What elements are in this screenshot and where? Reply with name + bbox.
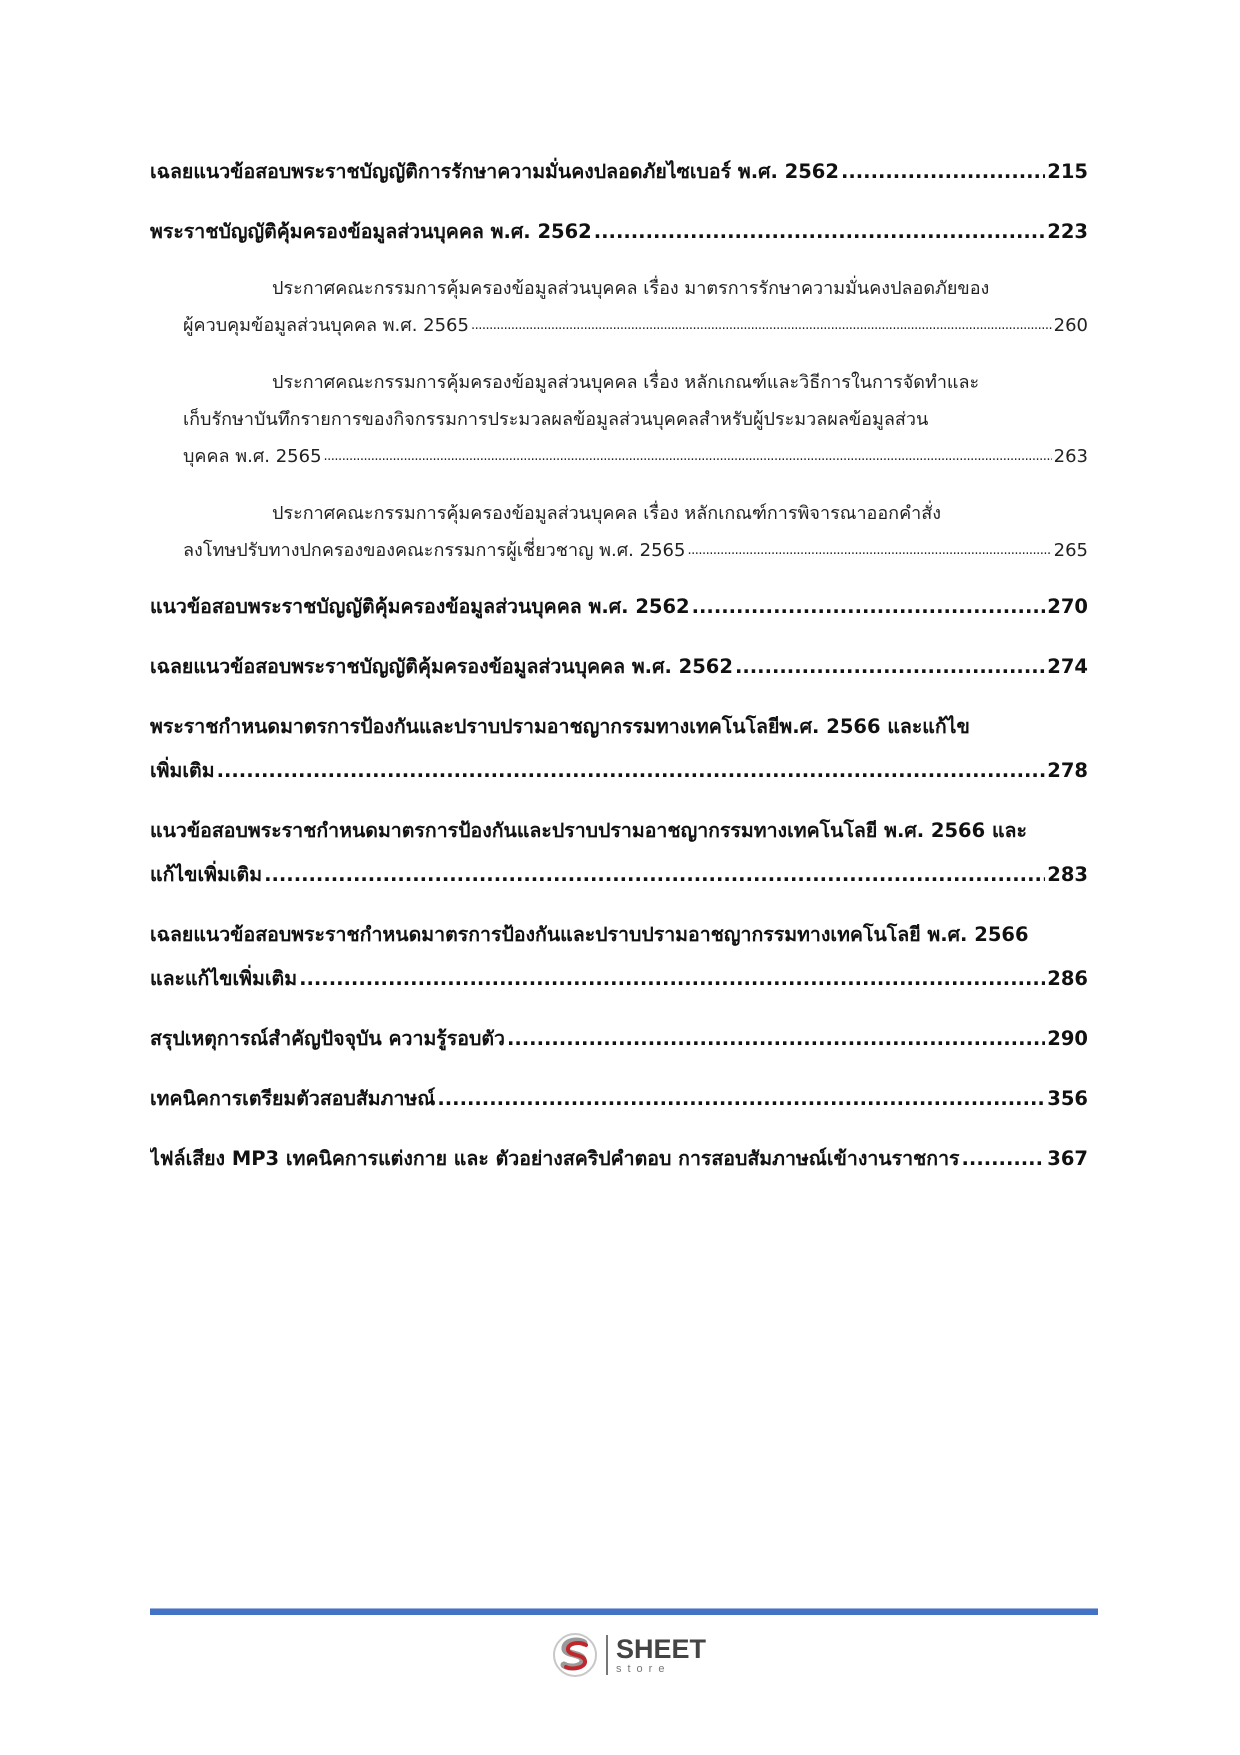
toc-entry-title: ประกาศคณะกรรมการคุ้มครองข้อมูลส่วนบุคคล เรื่อง มาตรการรักษาความมั่นคงปลอดภัยของ [272,278,990,299]
toc-page-number: 278 [1047,759,1088,782]
dot-leader [507,1017,1045,1061]
toc-entry-title-cont: บุคคล พ.ศ. 2565 [183,446,322,467]
toc-entry-title: พระราชกำหนดมาตรการป้องกันและปราบปรามอาชญากรรมทางเทคโนโลยีพ.ศ. 2566 และแก้ไข [150,715,970,738]
toc-entry-title-cont: และแก้ไขเพิ่มเติม [150,967,298,990]
toc-page-number: 367 [1047,1147,1088,1170]
table-of-contents [150,150,1088,1181]
toc-entry-title-cont: เก็บรักษาบันทึกรายการของกิจกรรมการประมวลผลข้อมูลส่วนบุคคลสำหรับผู้ประมวลผลข้อมูลส่วน [183,409,929,430]
footer-rule [150,1608,1098,1615]
toc-page-number: 265 [1053,540,1088,561]
dot-leader [841,150,1045,194]
logo-text [606,1635,706,1675]
dot-leader [437,1077,1045,1121]
toc-entry-title: เฉลยแนวข้อสอบพระราชบัญญัติคุ้มครองข้อมูลส่วนบุคคล พ.ศ. 2562 [150,655,733,678]
toc-subentry[interactable] [150,270,1088,344]
toc-entry[interactable] [150,1137,1088,1181]
dot-leader [735,645,1045,689]
toc-entry[interactable] [150,210,1088,254]
dot-leader [594,210,1046,254]
toc-entry-title: พระราชบัญญัติคุ้มครองข้อมูลส่วนบุคคล พ.ศ. 2562 [150,220,592,243]
toc-entry[interactable] [150,1077,1088,1121]
toc-entry[interactable] [150,705,1088,793]
toc-entry[interactable] [150,809,1088,897]
dot-leader [264,853,1045,897]
dot-leader [692,585,1046,629]
toc-entry-title: ไฟล์เสียง MP3 เทคนิคการแต่งกาย และ ตัวอย่างสคริปคำตอบ การสอบสัมภาษณ์เข้างานราชการ [150,1147,960,1170]
toc-page-number: 223 [1047,220,1088,243]
dot-leader [217,749,1046,793]
toc-entry-title: เฉลยแนวข้อสอบพระราชบัญญัติการรักษาความมั่นคงปลอดภัยไซเบอร์ พ.ศ. 2562 [150,160,839,183]
toc-entry-title: เฉลยแนวข้อสอบพระราชกำหนดมาตรการป้องกันและปราบปรามอาชญากรรมทางเทคโนโลยี พ.ศ. 2566 [150,923,1029,946]
toc-entry[interactable] [150,150,1088,194]
toc-entry-title: เทคนิคการเตรียมตัวสอบสัมภาษณ์ [150,1087,436,1110]
dot-leader [471,307,1052,344]
toc-entry-title-cont: เพิ่มเติม [150,759,215,782]
dot-leader [299,957,1045,1001]
toc-entry[interactable] [150,1017,1088,1061]
dot-leader [687,532,1051,569]
toc-entry-title: ประกาศคณะกรรมการคุ้มครองข้อมูลส่วนบุคคล เรื่อง หลักเกณฑ์และวิธีการในการจัดทำและ [272,372,980,393]
toc-entry[interactable] [150,645,1088,689]
toc-entry[interactable] [150,585,1088,629]
sheet-store-logo-icon [552,1632,598,1678]
toc-page-number: 270 [1047,595,1088,618]
toc-page-number: 260 [1053,315,1088,336]
toc-entry[interactable] [150,913,1088,1001]
toc-entry-title: แนวข้อสอบพระราชบัญญัติคุ้มครองข้อมูลส่วนบุคคล พ.ศ. 2562 [150,595,690,618]
dot-leader [962,1137,1046,1181]
toc-page-number: 286 [1047,967,1088,990]
toc-page-number: 274 [1047,655,1088,678]
toc-page-number: 356 [1047,1087,1088,1110]
toc-page-number: 215 [1047,160,1088,183]
sheet-store-logo [552,1630,706,1680]
toc-entry-title: สรุปเหตุการณ์สำคัญปัจจุบัน ความรู้รอบตัว [150,1027,505,1050]
logo-brand: SHEET [616,1634,707,1664]
toc-entry-title-cont: ผู้ควบคุมข้อมูลส่วนบุคคล พ.ศ. 2565 [183,315,469,336]
toc-subentry[interactable] [150,495,1088,569]
toc-page-number: 283 [1047,863,1088,886]
toc-subentry[interactable] [150,364,1088,475]
logo-brand-sub: store [616,1663,671,1675]
dot-leader [324,438,1052,475]
toc-entry-title: แนวข้อสอบพระราชกำหนดมาตรการป้องกันและปราบปรามอาชญากรรมทางเทคโนโลยี พ.ศ. 2566 และ [150,819,1027,842]
toc-page-number: 290 [1047,1027,1088,1050]
toc-entry-title-cont: แก้ไขเพิ่มเติม [150,863,263,886]
toc-entry-title: ประกาศคณะกรรมการคุ้มครองข้อมูลส่วนบุคคล เรื่อง หลักเกณฑ์การพิจารณาออกคำสั่ง [272,503,941,524]
toc-page-number: 263 [1053,446,1088,467]
toc-entry-title-cont: ลงโทษปรับทางปกครองของคณะกรรมการผู้เชี่ยวชาญ พ.ศ. 2565 [183,540,686,561]
